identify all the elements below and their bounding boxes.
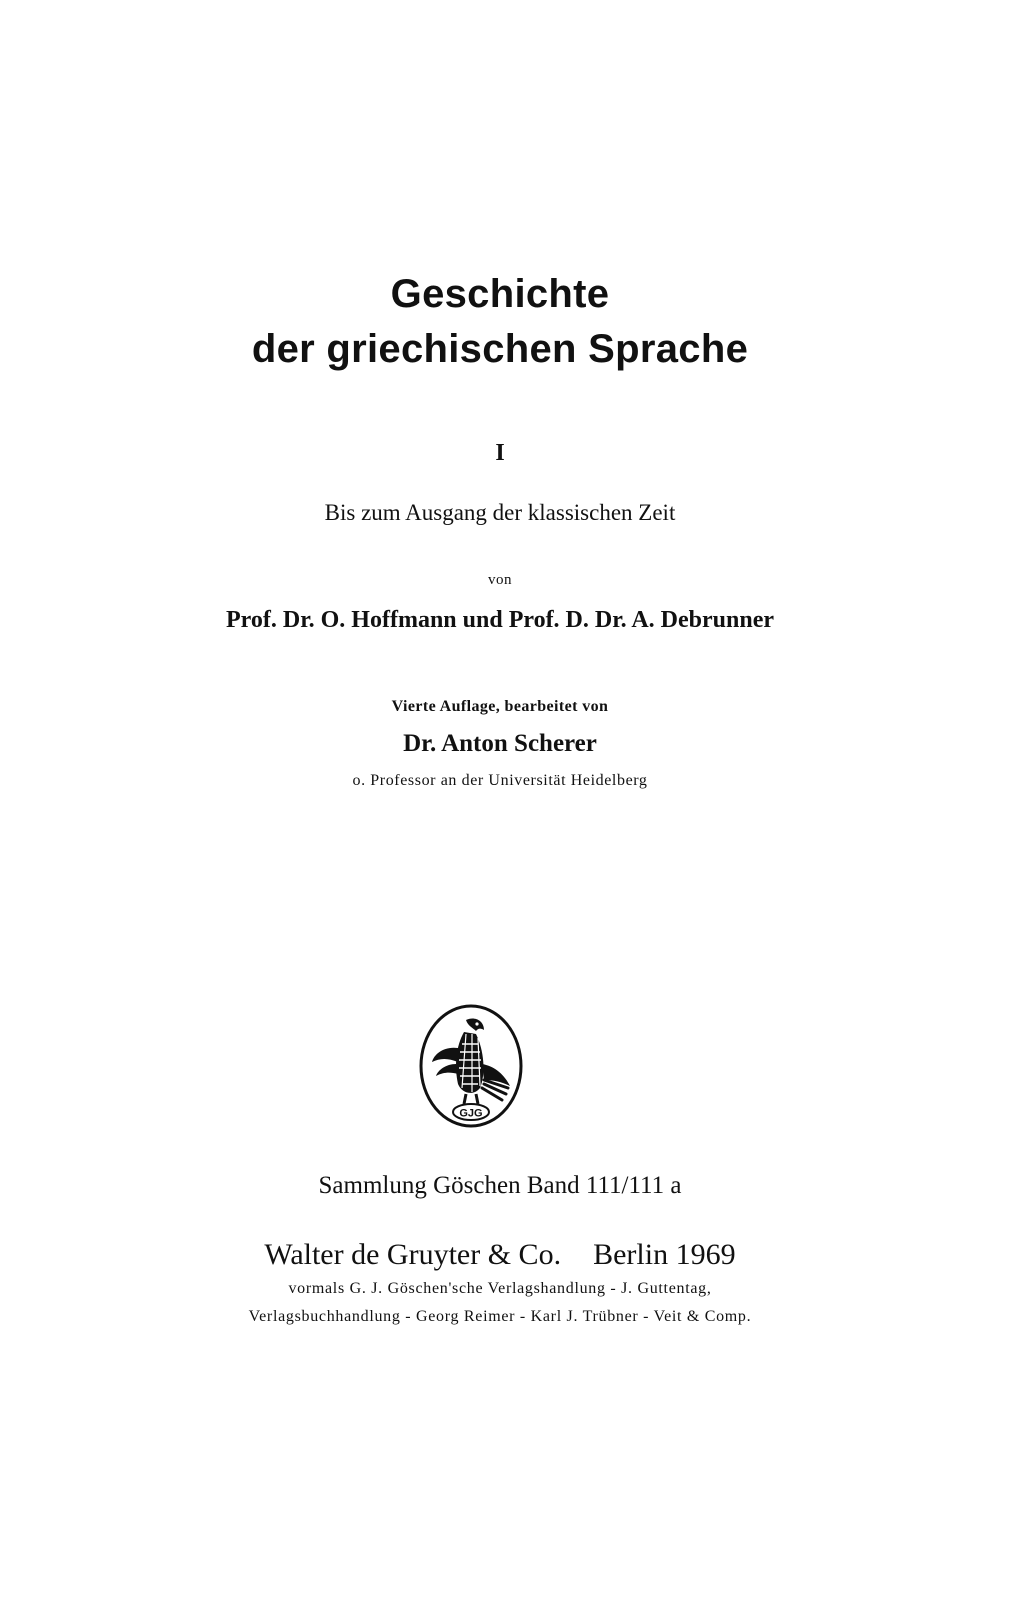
editor-name: Dr. Anton Scherer <box>403 730 597 757</box>
former-publishers-line-1: vormals G. J. Göschen'sche Verlagshandlung - J. Guttentag, <box>288 1280 712 1297</box>
editor-affiliation: o. Professor an der Universität Heidelberg <box>352 772 648 789</box>
publisher-name: Walter de Gruyter & Co. <box>264 1238 562 1271</box>
book-title-line-1: Geschichte <box>390 272 610 316</box>
by-label: von <box>488 572 512 588</box>
publisher-place-year: Berlin 1969 <box>593 1238 736 1271</box>
former-publishers-line-2: Verlagsbuchhandlung - Georg Reimer - Karl J. Trübner - Veit & Comp. <box>248 1308 752 1325</box>
book-subtitle: Bis zum Ausgang der klassischen Zeit <box>324 500 676 525</box>
volume-number: I <box>495 440 505 466</box>
eagle-emblem-icon <box>418 1004 524 1132</box>
series-statement: Sammlung Göschen Band 111/111 a <box>318 1172 682 1199</box>
book-title-line-2: der griechischen Sprache <box>251 327 749 371</box>
logo-monogram: GJG <box>459 1107 483 1120</box>
publisher-line <box>0 1238 1000 1272</box>
authors: Prof. Dr. O. Hoffmann und Prof. D. Dr. A. Debrunner <box>225 607 775 633</box>
edition-statement: Vierte Auflage, bearbeitet von <box>391 698 609 715</box>
